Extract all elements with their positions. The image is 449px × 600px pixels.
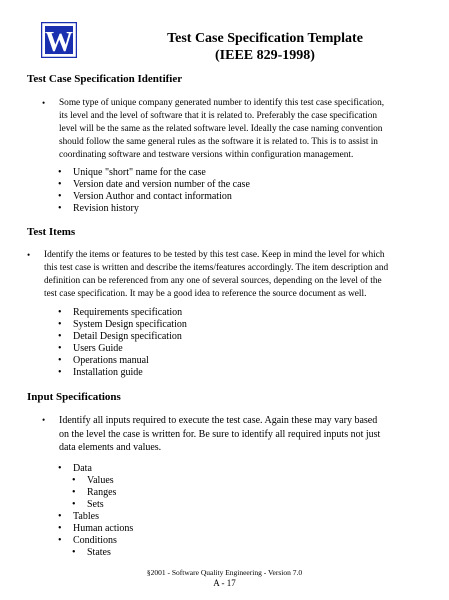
list-subitem: • Sets — [73, 499, 133, 511]
footer-page-number: A - 17 — [213, 578, 236, 588]
footer-copyright: §2001 - Software Quality Engineering - Version 7.0 — [146, 568, 303, 577]
list-item: • Unique "short" name for the case — [73, 167, 250, 179]
paragraph-line: its level and the level of software that it is related to. Preferably the case specification — [59, 111, 378, 122]
list-item: • System Design specification — [73, 319, 187, 331]
paragraph-line: coordinating software and testware versions within configuration management. — [59, 150, 354, 161]
list-item: • Detail Design specification — [73, 331, 187, 343]
word-w-icon — [41, 22, 77, 58]
list-item: • Conditions — [73, 535, 133, 547]
paragraph-line: should follow the same general rules as the software it is related to. This is to assist in — [59, 137, 378, 148]
section-heading-identifier: Test Case Specification Identifier — [27, 73, 183, 85]
section-heading-input-specifications: Input Specifications — [27, 391, 121, 403]
paragraph-line: data elements and values. — [59, 442, 162, 454]
list-item: • Revision history — [73, 203, 250, 215]
list-item: • Installation guide — [73, 367, 187, 379]
list-item: • Users Guide — [73, 343, 187, 355]
list-item: • Operations manual — [73, 355, 187, 367]
page-title — [110, 30, 420, 64]
paragraph-test-items — [27, 249, 439, 301]
logo-letter: W — [45, 27, 73, 58]
paragraph-identifier — [42, 97, 429, 162]
paragraph-line: this test case is written and describe the items/features accordingly. The item description and — [44, 263, 389, 274]
paragraph-line: definition can be referenced from any one of several sources, depending on the level of the — [44, 276, 382, 287]
bullet-dot: • — [42, 415, 46, 425]
list-item: • Data — [73, 463, 133, 475]
title-line-1: Test Case Specification Template — [167, 31, 363, 46]
paragraph-line: Some type of unique company generated number to identify this test case specification, — [59, 98, 385, 108]
list-item: • Requirements specification — [73, 307, 187, 319]
test-items-bullet-list — [73, 307, 187, 379]
section-heading-test-items: Test Items — [27, 226, 76, 238]
list-subitem: • States — [73, 547, 133, 559]
paragraph-line: test case specification. It may be a good idea to reference the source document as well. — [44, 289, 367, 300]
list-subitem: • Ranges — [73, 487, 133, 499]
list-item: • Version date and version number of the case — [73, 179, 250, 191]
list-item: • Tables — [73, 511, 133, 523]
paragraph-line: level will be the same as the related software level. Ideally the case naming convention — [59, 124, 383, 135]
bullet-dot: • — [42, 98, 46, 108]
list-item: • Version Author and contact information — [73, 191, 250, 203]
paragraph-input-specifications — [42, 414, 434, 455]
paragraph-line: Identify all inputs required to execute the test case. Again these may vary based — [59, 415, 378, 426]
bullet-dot: • — [27, 250, 31, 260]
paragraph-line: Identify the items or features to be tested by this test case. Keep in mind the level for which — [44, 250, 385, 260]
list-item: • Human actions — [73, 523, 133, 535]
paragraph-line: on the level the case is written for. Be sure to identify all required inputs not just — [59, 428, 381, 440]
list-subitem: • Values — [73, 475, 133, 487]
input-bullet-list — [73, 463, 133, 559]
title-line-2: (IEEE 829-1998) — [215, 48, 315, 63]
identifier-bullet-list — [73, 167, 250, 215]
